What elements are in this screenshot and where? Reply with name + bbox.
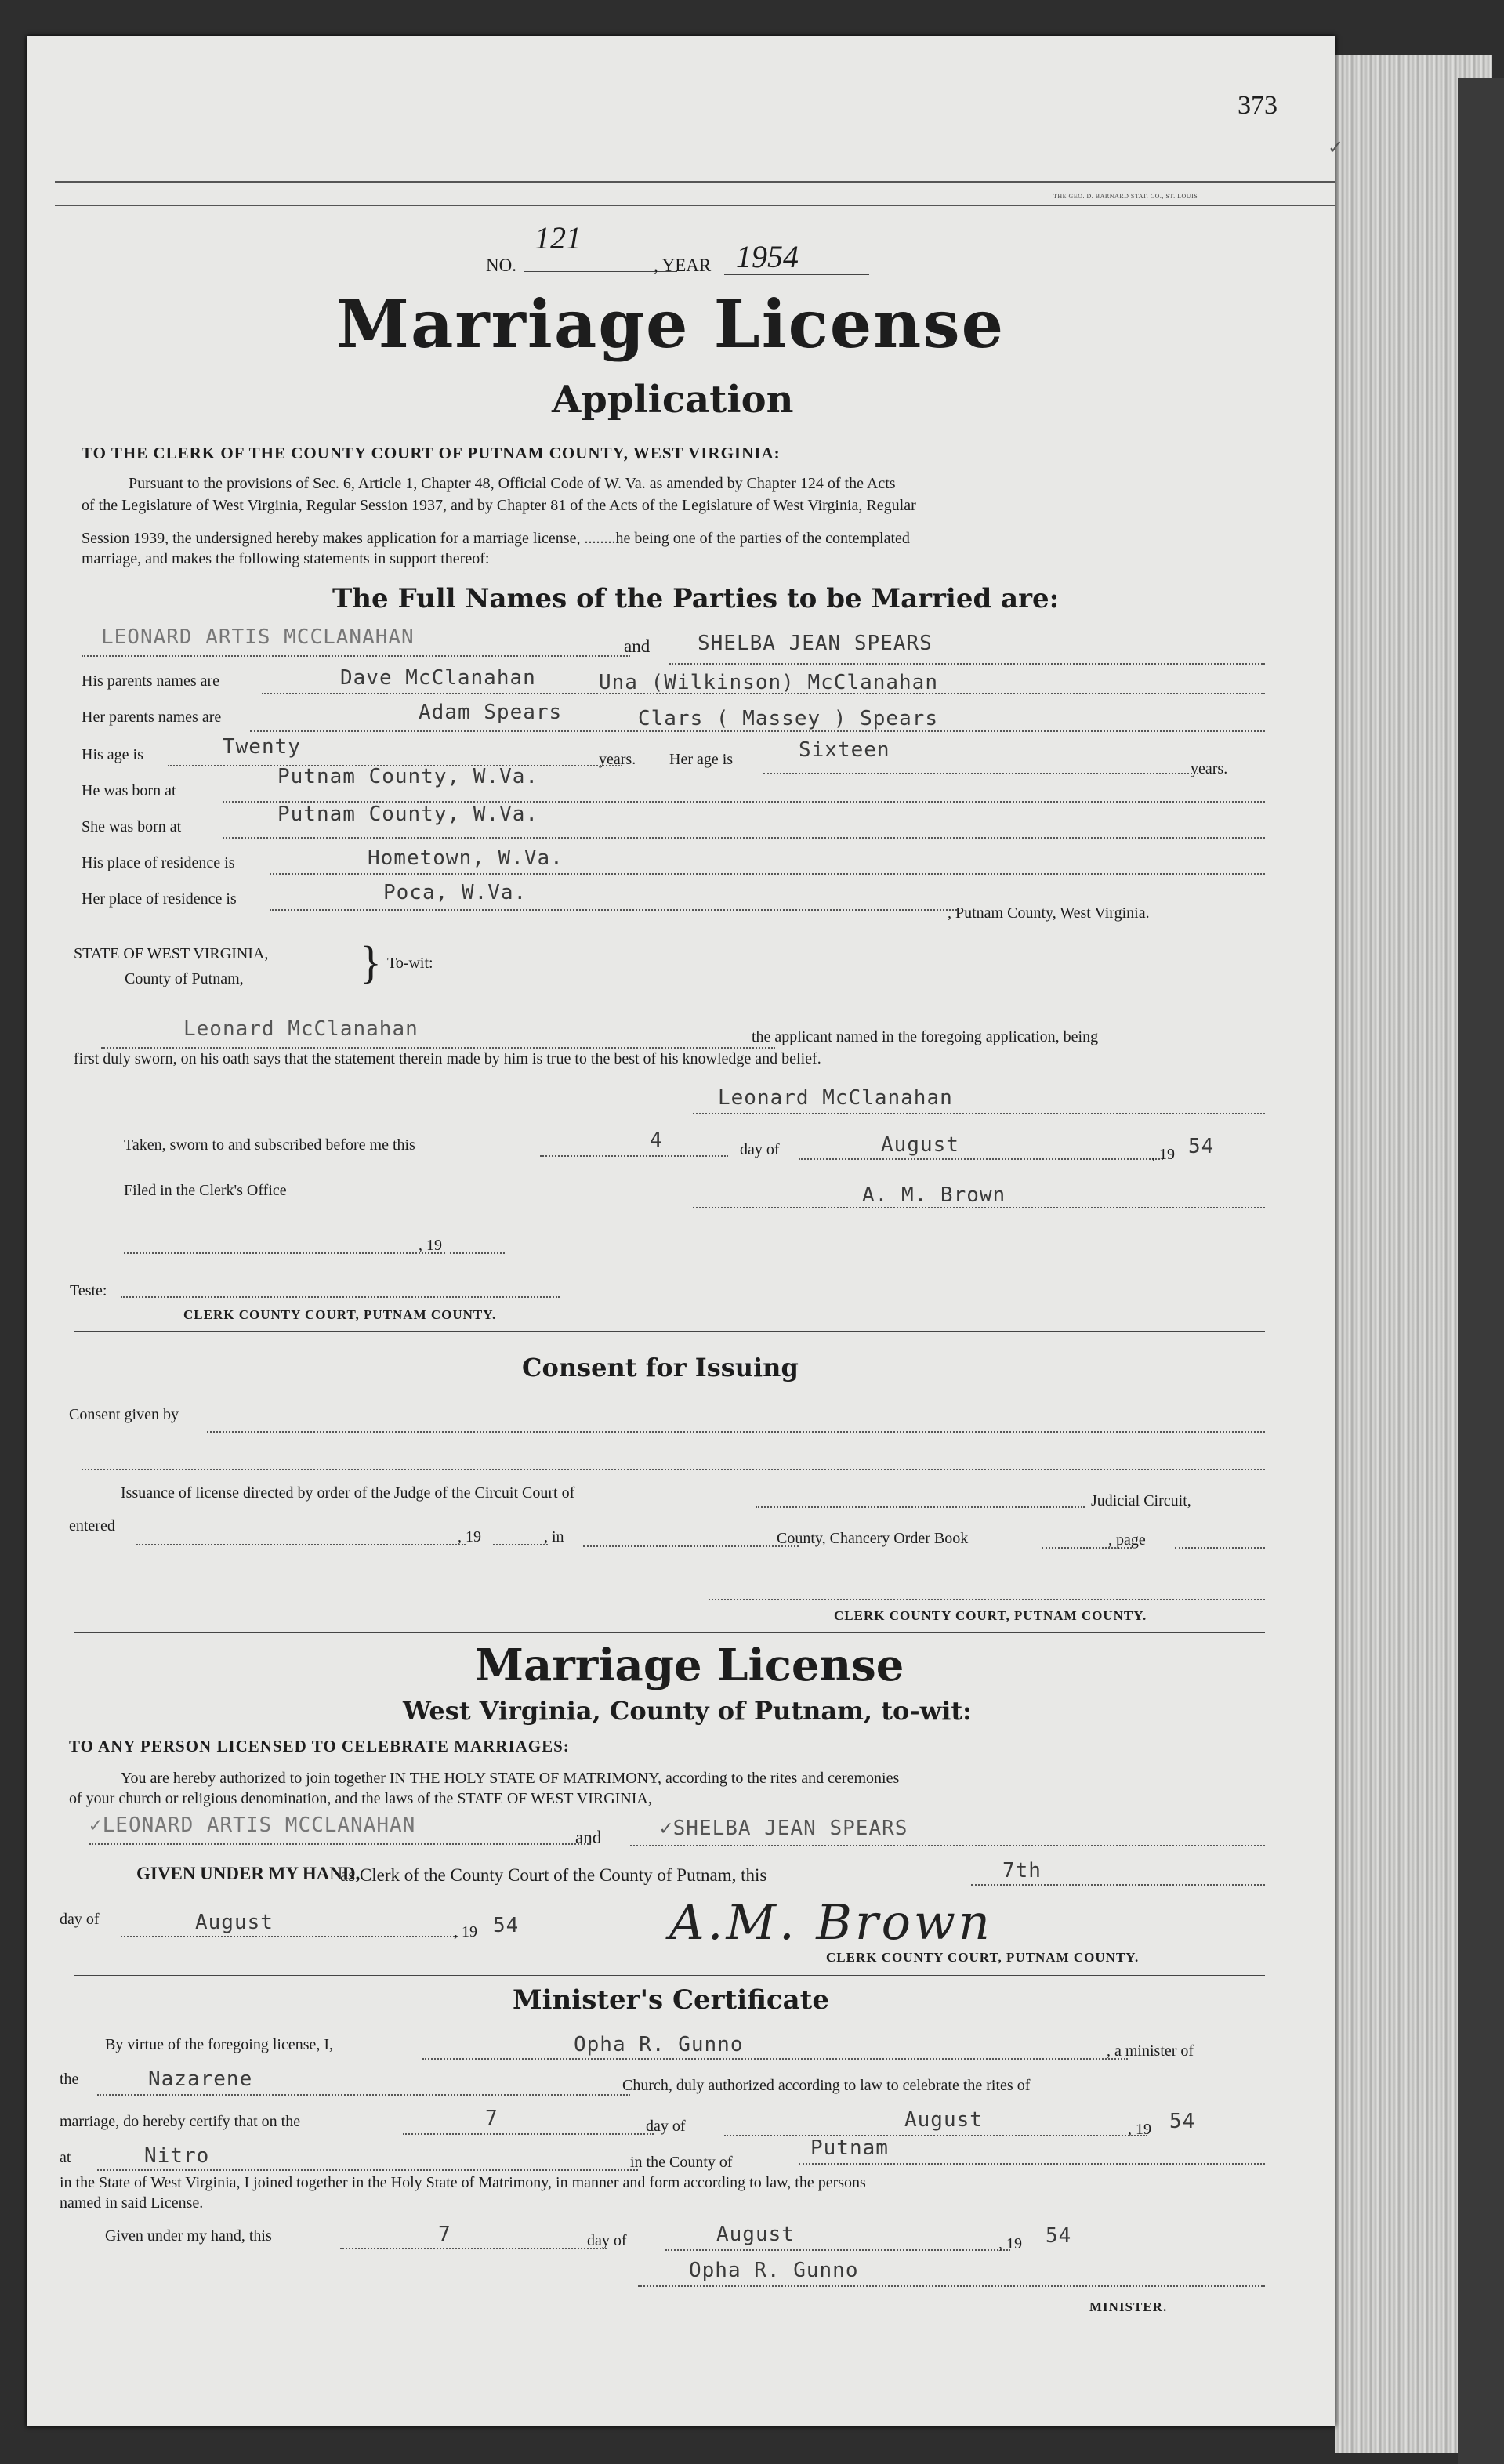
- minister-month: August: [904, 2108, 983, 2132]
- check-mark-icon: ✓: [1328, 138, 1344, 158]
- minister-county: Putnam: [810, 2136, 889, 2160]
- his-residence-label: His place of residence is: [82, 854, 235, 871]
- he-born: Putnam County, W.Va.: [277, 765, 539, 788]
- his-age: Twenty: [223, 735, 301, 759]
- oath-state: STATE OF WEST VIRGINIA,: [74, 945, 269, 962]
- minister-heading: Minister's Certificate: [513, 1984, 829, 2016]
- minister-at-label: at: [60, 2149, 71, 2166]
- consent-clerk-caption: CLERK COUNTY COURT, PUTNAM COUNTY.: [834, 1608, 1147, 1623]
- years-label-1: years.: [599, 751, 636, 768]
- license-bride: ✓SHELBA JEAN SPEARS: [660, 1817, 908, 1840]
- consent-in-label: , in: [544, 1528, 564, 1545]
- license-given-rest: as Clerk of the County Court of the County of Putnam, this: [340, 1865, 767, 1885]
- license-given-label: GIVEN UNDER MY HAND,: [136, 1864, 361, 1883]
- clerk-signature: A.M. Brown: [669, 1893, 993, 1951]
- consent-given-by-label: Consent given by: [69, 1406, 179, 1423]
- she-born: Putnam County, W.Va.: [277, 803, 539, 826]
- application-addressee: TO THE CLERK OF THE COUNTY COURT OF PUTNAM COUNTY, WEST VIRGINIA:: [82, 444, 781, 462]
- oath-applicant: Leonard McClanahan: [183, 1017, 419, 1041]
- minister-caption: MINISTER.: [1089, 2299, 1168, 2314]
- minister-given-year: 54: [1046, 2224, 1072, 2248]
- minister-day-of-label: day of: [646, 2118, 686, 2135]
- license-line-2: of your church or religious denomination, and the laws of the STATE OF WEST VIRGINIA,: [69, 1790, 652, 1807]
- minister-joined-line-1: in the State of West Virginia, I joined together in the Holy State of Matrimony, in manner and form according to law, the persons: [60, 2174, 866, 2191]
- brace-icon: }: [360, 937, 382, 987]
- oath-month: August: [881, 1133, 959, 1157]
- license-year-prefix: , 19: [454, 1923, 477, 1940]
- minister-day: 7: [485, 2107, 498, 2130]
- his-father: Dave McClanahan: [340, 666, 536, 690]
- license-month: August: [195, 1911, 274, 1934]
- oath-to-wit: To-wit:: [387, 955, 433, 972]
- minister-year-prefix: , 19: [1128, 2121, 1151, 2138]
- oath-day-of-label: day of: [740, 1141, 780, 1158]
- bride-name: SHELBA JEAN SPEARS: [698, 632, 933, 655]
- he-born-label: He was born at: [82, 782, 176, 799]
- minister-of-label: , a minister of: [1107, 2042, 1194, 2060]
- minister-given-day: 7: [438, 2223, 451, 2246]
- page-number: 373: [1238, 91, 1277, 120]
- minister-year: 54: [1169, 2110, 1196, 2133]
- license-year: 54: [493, 1914, 520, 1937]
- page-label: , page: [1108, 1531, 1146, 1549]
- printer-mark: THE GEO. D. BARNARD STAT. CO., ST. LOUIS: [1053, 193, 1198, 200]
- his-parents-label: His parents names are: [82, 672, 220, 690]
- top-border-line: [55, 181, 1335, 183]
- parties-heading: The Full Names of the Parties to be Married are:: [332, 583, 1060, 614]
- filed-label: Filed in the Clerk's Office: [124, 1182, 287, 1199]
- years-label-2: years.: [1191, 760, 1228, 777]
- groom-name: LEONARD ARTIS MCCLANAHAN: [101, 625, 415, 649]
- her-parents-label: Her parents names are: [82, 708, 222, 726]
- minister-signature: Opha R. Gunno: [689, 2259, 859, 2282]
- consent-nineteen-label: , 19: [458, 1528, 481, 1545]
- his-mother: Una (Wilkinson) McClanahan: [599, 671, 938, 694]
- oath-line-2: first duly sworn, on his oath says that the statement therein made by him is true to the best of his knowledge and belief.: [74, 1050, 821, 1067]
- license-year: 1954: [736, 239, 799, 274]
- minister-given-month: August: [716, 2223, 795, 2246]
- entered-label: entered: [69, 1517, 115, 1535]
- minister-the-label: the: [60, 2071, 79, 2088]
- minister-church-rest: Church, duly authorized according to law to celebrate the rites of: [622, 2077, 1031, 2094]
- document-title: Marriage License: [336, 285, 1006, 363]
- oath-day: 4: [650, 1129, 663, 1152]
- book-binding-shadow: [1458, 78, 1504, 2464]
- county-order-label: County, Chancery Order Book: [777, 1530, 969, 1547]
- issuance-label: Issuance of license directed by order of the Judge of the Circuit Court of: [121, 1484, 575, 1502]
- minister-given-year-prefix: , 19: [998, 2235, 1022, 2252]
- her-mother: Clars ( Massey ) Spears: [638, 707, 939, 730]
- minister-county-of-label: in the County of: [630, 2154, 733, 2171]
- her-father: Adam Spears: [419, 701, 563, 724]
- license-line-1: You are hereby authorized to join together IN THE HOLY STATE OF MATRIMONY, according to the rites and ceremonies: [121, 1770, 900, 1787]
- minister-name: Opha R. Gunno: [574, 2033, 744, 2056]
- oath-clerk: A. M. Brown: [862, 1183, 1006, 1207]
- minister-given-day-of: day of: [587, 2232, 627, 2249]
- filed-year-prefix: , 19: [419, 1237, 442, 1254]
- license-day: 7th: [1002, 1859, 1042, 1882]
- and-label: and: [624, 636, 651, 656]
- consent-heading: Consent for Issuing: [522, 1353, 799, 1382]
- preamble-line-1: Pursuant to the provisions of Sec. 6, Article 1, Chapter 48, Official Code of W. Va. as amended by Chapter 124 of the Acts: [129, 475, 896, 492]
- license-addressee: TO ANY PERSON LICENSED TO CELEBRATE MARRIAGES:: [69, 1737, 570, 1756]
- oath-year-prefix: , 19: [1151, 1146, 1175, 1163]
- oath-year: 54: [1188, 1135, 1215, 1158]
- year-label: , YEAR: [654, 255, 712, 275]
- oath-signature: Leonard McClanahan: [718, 1086, 953, 1110]
- ledger-page: [27, 36, 1344, 2426]
- her-residence-label: Her place of residence is: [82, 890, 237, 908]
- preamble-line-3: Session 1939, the undersigned hereby makes application for a marriage license, ........he being one of the parties of the contemplated: [82, 530, 910, 547]
- minister-joined-line-2: named in said License.: [60, 2194, 204, 2212]
- license-clerk-caption: CLERK COUNTY COURT, PUTNAM COUNTY.: [826, 1950, 1140, 1965]
- her-age: Sixteen: [799, 738, 890, 762]
- her-age-label: Her age is: [669, 751, 734, 768]
- minister-certify-label: marriage, do hereby certify that on the: [60, 2113, 301, 2130]
- oath-line-1: the applicant named in the foregoing application, being: [752, 1028, 1099, 1045]
- minister-place: Nitro: [144, 2144, 210, 2168]
- she-born-label: She was born at: [82, 818, 182, 835]
- judicial-circuit-label: Judicial Circuit,: [1091, 1492, 1191, 1509]
- preamble-line-2: of the Legislature of West Virginia, Regular Session 1937, and by Chapter 81 of the Acts of the Legislature of West Virginia, Regular: [82, 497, 916, 514]
- his-age-label: His age is: [82, 746, 143, 763]
- license-number: 121: [535, 220, 582, 255]
- license-day-of-label: day of: [60, 1911, 100, 1928]
- no-label: NO.: [486, 255, 516, 275]
- minister-given-label: Given under my hand, this: [105, 2227, 272, 2245]
- license-title: Marriage License: [475, 1640, 904, 1691]
- document-subtitle: Application: [552, 378, 794, 422]
- minister-church: Nazarene: [148, 2067, 253, 2091]
- his-residence: Hometown, W.Va.: [368, 846, 564, 870]
- minister-virtue-label: By virtue of the foregoing license, I,: [105, 2036, 334, 2053]
- license-subtitle: West Virginia, County of Putnam, to-wit:: [403, 1696, 972, 1726]
- top-border-line-2: [55, 205, 1335, 206]
- license-and-label: and: [575, 1828, 602, 1847]
- teste-clerk-caption: CLERK COUNTY COURT, PUTNAM COUNTY.: [183, 1307, 497, 1322]
- taken-label: Taken, sworn to and subscribed before me this: [124, 1136, 415, 1154]
- license-groom: ✓LEONARD ARTIS MCCLANAHAN: [89, 1814, 416, 1837]
- county-suffix: , Putnam County, West Virginia.: [948, 904, 1150, 922]
- teste-label: Teste:: [70, 1282, 107, 1299]
- oath-county: County of Putnam,: [125, 970, 244, 987]
- preamble-line-4: marriage, and makes the following statements in support thereof:: [82, 550, 490, 567]
- her-residence: Poca, W.Va.: [383, 881, 527, 904]
